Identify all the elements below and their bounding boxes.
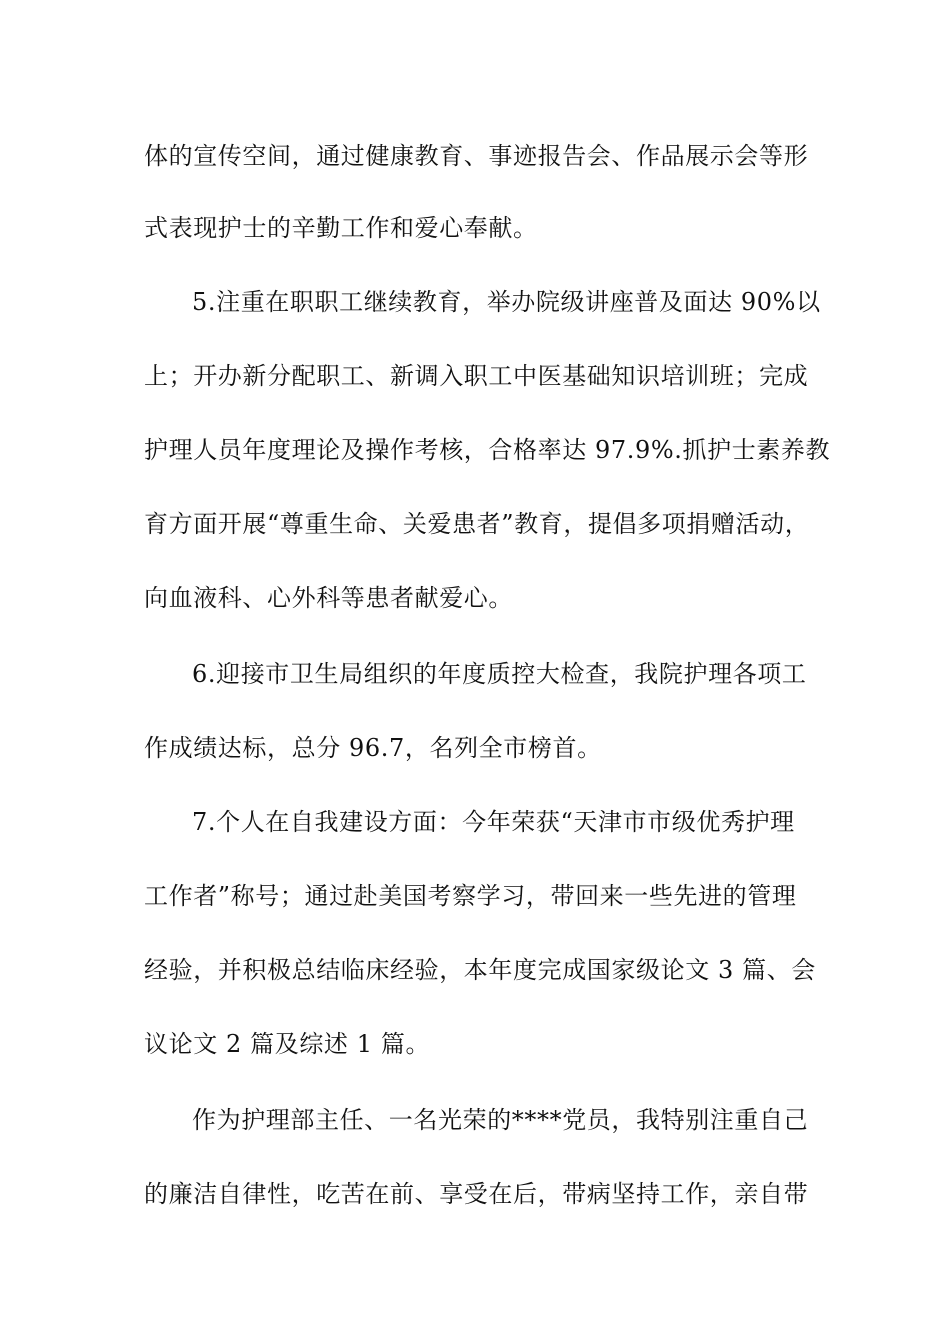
text-line: 工作者”称号；通过赴美国考察学习，带回来一些先进的管理 xyxy=(144,882,797,910)
paragraph-7-start: 7.个人在自我建设方面：今年荣获“天津市市级优秀护理 xyxy=(192,808,795,836)
text-line: 向血液科、心外科等患者献爱心。 xyxy=(144,584,513,612)
text-line: 体的宣传空间，通过健康教育、事迹报告会、作品展示会等形 xyxy=(144,142,809,170)
text-line: 式表现护士的辛勤工作和爱心奉献。 xyxy=(144,214,538,242)
text-line: 作成绩达标，总分 96.7，名列全市榜首。 xyxy=(144,734,602,762)
paragraph-5-start: 5.注重在职职工继续教育，举办院级讲座普及面达 90%以 xyxy=(192,288,821,316)
text-line: 的廉洁自律性，吃苦在前、享受在后，带病坚持工作，亲自带 xyxy=(144,1180,809,1208)
text-line: 护理人员年度理论及操作考核，合格率达 97.9%.抓护士素养教 xyxy=(144,436,831,464)
paragraph-6-start: 6.迎接市卫生局组织的年度质控大检查，我院护理各项工 xyxy=(192,660,807,688)
text-line: 经验，并积极总结临床经验，本年度完成国家级论文 3 篇、会 xyxy=(144,956,816,984)
text-line: 上；开办新分配职工、新调入职工中医基础知识培训班；完成 xyxy=(144,362,809,390)
text-line: 议论文 2 篇及综述 1 篇。 xyxy=(144,1030,431,1058)
paragraph-8-start: 作为护理部主任、一名光荣的****党员，我特别注重自己 xyxy=(192,1106,809,1134)
text-line: 育方面开展“尊重生命、关爱患者”教育，提倡多项捐赠活动， xyxy=(144,510,810,538)
